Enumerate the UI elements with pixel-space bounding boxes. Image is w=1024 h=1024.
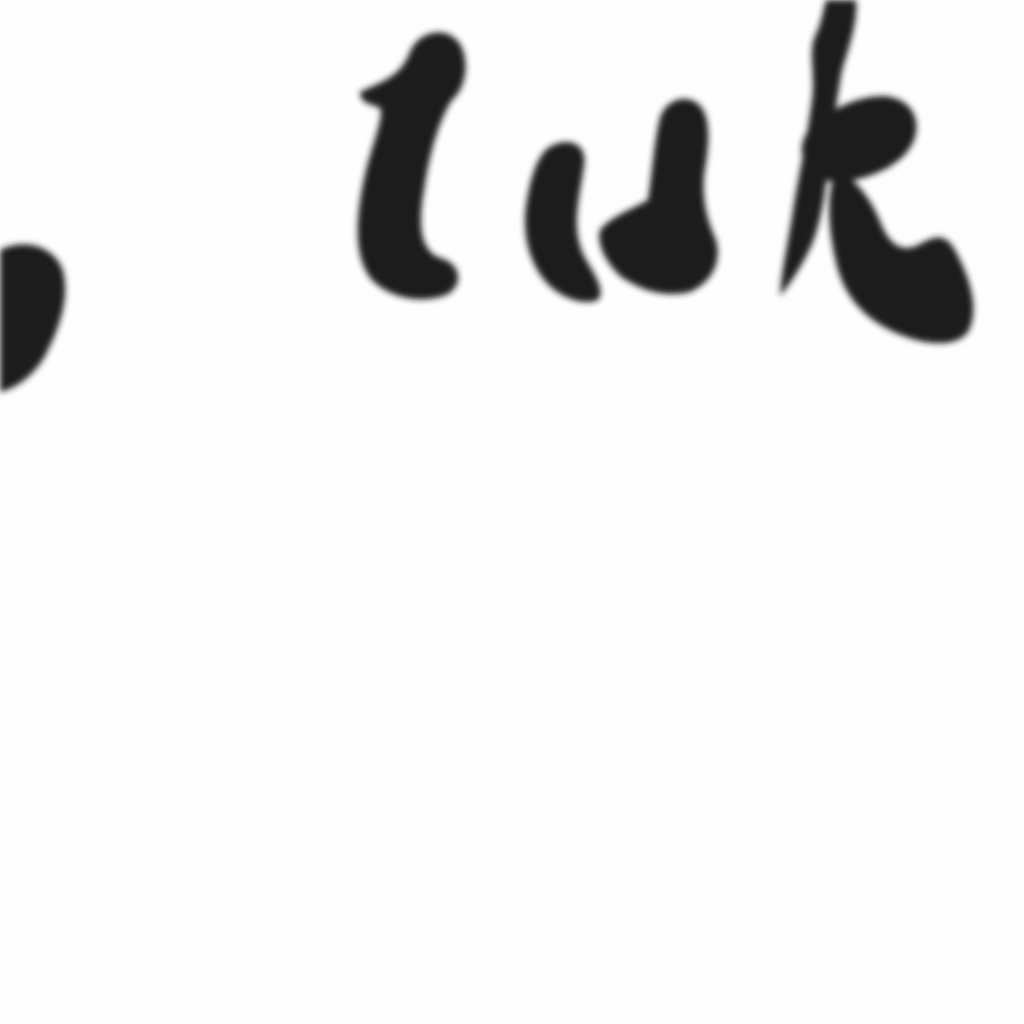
letter-u-stroke-2 [599, 99, 717, 294]
letter-u-stroke-1 [525, 142, 601, 302]
comma-stroke [0, 244, 65, 392]
letter-t-stroke [358, 32, 466, 299]
letter-k-leg [829, 170, 973, 343]
